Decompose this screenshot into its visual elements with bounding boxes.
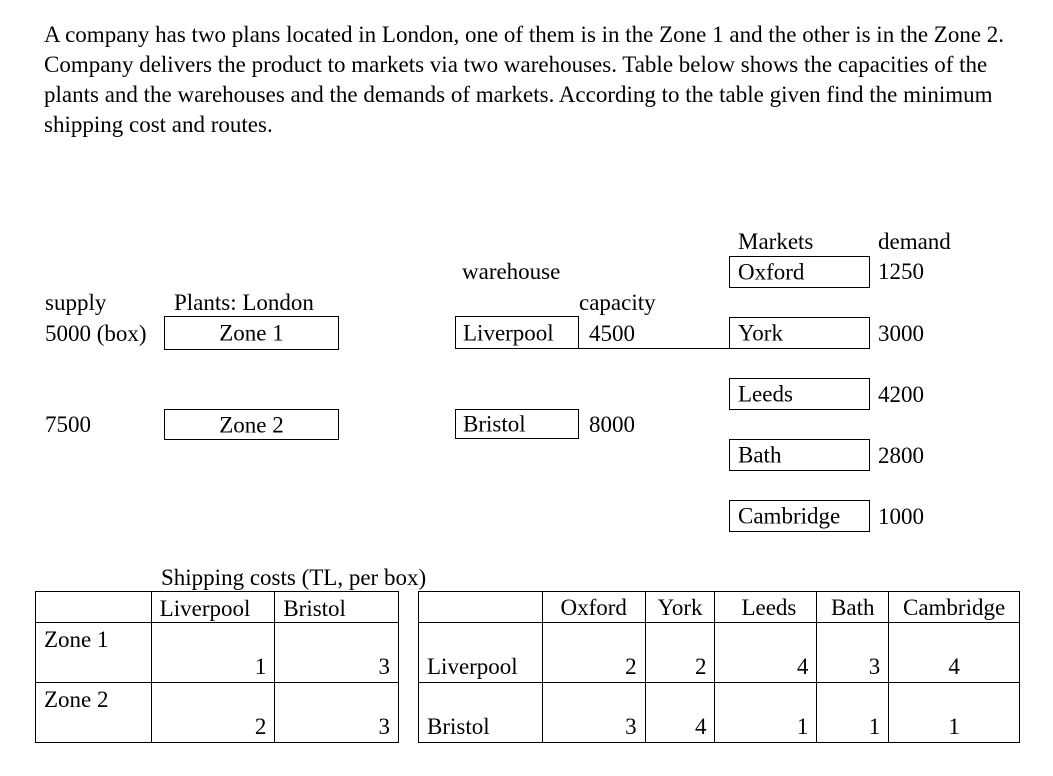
column-header: Bath xyxy=(817,592,889,623)
market-box-oxford xyxy=(729,256,870,288)
cost-cell: 3 xyxy=(817,623,889,683)
market-box-york xyxy=(729,317,870,349)
demand-header: demand xyxy=(878,229,951,254)
connector-line xyxy=(579,348,729,349)
cost-cell: 3 xyxy=(275,683,399,743)
plant-supply-zone2: 7500 xyxy=(45,412,91,437)
column-header: York xyxy=(645,592,715,623)
row-header: Liverpool xyxy=(419,623,543,683)
cost-cell: 3 xyxy=(542,683,645,743)
column-header: Cambridge xyxy=(889,592,1020,623)
capacity-header: capacity xyxy=(579,290,656,315)
column-header: Bristol xyxy=(275,592,399,623)
cost-cell: 4 xyxy=(715,623,817,683)
warehouse-market-cost-table xyxy=(418,591,1020,743)
warehouse-box-bristol xyxy=(455,409,579,439)
market-name: Cambridge xyxy=(738,503,841,529)
column-header: Oxford xyxy=(542,592,645,623)
market-box-bath xyxy=(729,439,870,471)
plants-header: Plants: London xyxy=(174,290,314,315)
row-header: Bristol xyxy=(419,683,543,743)
market-demand-bath: 2800 xyxy=(878,443,924,468)
market-name: Leeds xyxy=(738,381,793,407)
corner-cell xyxy=(36,592,152,623)
market-demand-leeds: 4200 xyxy=(878,382,924,407)
plant-name: Zone 2 xyxy=(219,412,284,437)
cost-cell: 2 xyxy=(151,683,275,743)
cost-cell: 4 xyxy=(645,683,715,743)
costs-caption: Shipping costs (TL, per box) xyxy=(161,565,427,590)
market-demand-oxford: 1250 xyxy=(878,259,924,284)
cost-cell: 2 xyxy=(542,623,645,683)
warehouse-header: warehouse xyxy=(462,259,561,284)
row-header: Zone 1 xyxy=(36,623,152,683)
corner-cell xyxy=(419,592,543,623)
column-header: Liverpool xyxy=(151,592,275,623)
plant-warehouse-cost-table xyxy=(35,591,399,743)
cost-cell: 1 xyxy=(889,683,1020,743)
cost-cell: 1 xyxy=(715,683,817,743)
plant-box-zone2 xyxy=(164,409,339,440)
warehouse-name: Liverpool xyxy=(463,320,554,345)
supply-header: supply xyxy=(45,290,107,315)
market-name: Bath xyxy=(738,442,782,468)
warehouse-capacity-liverpool: 4500 xyxy=(589,321,635,346)
cost-cell: 1 xyxy=(151,623,275,683)
market-box-cambridge xyxy=(729,500,870,532)
cost-cell: 1 xyxy=(817,683,889,743)
warehouse-capacity-bristol: 8000 xyxy=(589,412,635,437)
market-name: York xyxy=(738,320,783,346)
plant-name: Zone 1 xyxy=(219,320,284,346)
cost-cell: 4 xyxy=(889,623,1020,683)
plant-box-zone1 xyxy=(164,316,339,350)
market-demand-cambridge: 1000 xyxy=(878,504,924,529)
cost-cell: 2 xyxy=(645,623,715,683)
warehouse-box-liverpool xyxy=(455,316,579,349)
warehouse-name: Bristol xyxy=(463,411,526,437)
market-box-leeds xyxy=(729,378,870,410)
market-name: Oxford xyxy=(738,259,805,285)
markets-header: Markets xyxy=(738,229,814,254)
row-header: Zone 2 xyxy=(36,683,152,743)
column-header: Leeds xyxy=(715,592,817,623)
plant-supply-zone1: 5000 (box) xyxy=(45,321,147,346)
problem-statement: A company has two plans located in London, one of them is in the Zone 1 and the other is in the Zone 2. Company delivers the product to markets via two warehouses. Table below shows the capacities of the plants and the warehouses and the demands of markets. According to the table given find the minimum shipping cost and routes. xyxy=(44,22,1005,137)
cost-cell: 3 xyxy=(275,623,399,683)
market-demand-york: 3000 xyxy=(878,321,924,346)
